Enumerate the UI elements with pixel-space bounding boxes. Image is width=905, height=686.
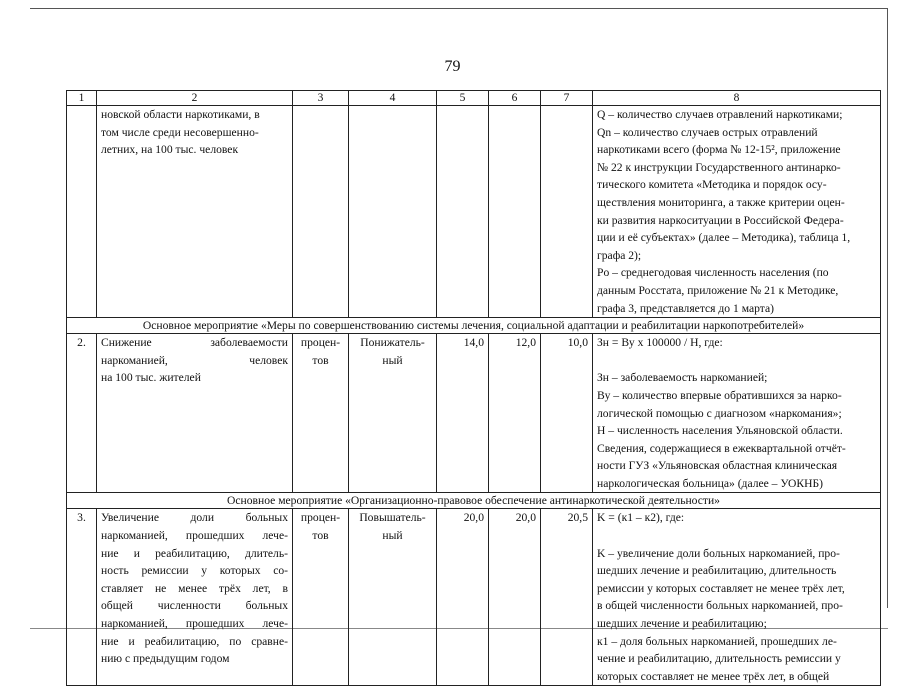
top-frame-line (30, 8, 888, 9)
row2-indicator-name: Снижение заболеваемости наркоманией, человек на 100 тыс. жителей (97, 334, 293, 493)
row3-unit: процен- тов (293, 509, 349, 686)
row1-methodology: Q – количество случаев отравлений наркотиками; Qn – количество случаев острых отравлений наркотиками всего (форма № 12-15², приложение № 22 к инструкции Государственного антинарко- тического комитета «Методика и порядок осу- ществления мониторинга, а также критерии оцен- ки развития наркоситуации в Российской Федера- ции и её субъектах» (далее – Методика), таблица 1, графа 2); Po – среднегодовая численность населения (по данным Росстата, приложение № 21 к Методике, графа 3, представляется до 1 марта) (593, 106, 881, 318)
row3-methodology: K = (к1 – к2), где: K – увеличение доли больных наркоманией, про- шедших лечение и реабилитацию, длительность ремиссии у которых составляет не менее трёх лет, в общей численности больных наркоманией, про- шедших лечение и реабилитацию; к1 – доля больных наркоманией, прошедших ле- чение и реабилитацию, длительность ремиссии у которых составляет не менее трёх лет, в общей (593, 509, 881, 686)
row3-num: 3. (67, 509, 97, 686)
header-col-7: 7 (541, 91, 593, 106)
header-col-8: 8 (593, 91, 881, 106)
table-header-row (67, 91, 881, 106)
row1-value-6 (489, 106, 541, 318)
header-col-2: 2 (97, 91, 293, 106)
section-row-legal (67, 493, 881, 509)
row2-unit: процен- тов (293, 334, 349, 493)
header-col-5: 5 (437, 91, 489, 106)
header-col-6: 6 (489, 91, 541, 106)
table-row-2 (67, 334, 881, 493)
header-col-3: 3 (293, 91, 349, 106)
row1-direction (349, 106, 437, 318)
header-col-1: 1 (67, 91, 97, 106)
row3-value-5: 20,0 (437, 509, 489, 686)
row2-value-5: 14,0 (437, 334, 489, 493)
row3-value-6: 20,0 (489, 509, 541, 686)
row2-num: 2. (67, 334, 97, 493)
row2-value-7: 10,0 (541, 334, 593, 493)
row2-methodology: Зн = Ву х 100000 / Н, где: Зн – заболеваемость наркоманией; Ву – количество впервые обратившихся за нарко- логической помощью с диагнозом «наркомания»; Н – численность населения Ульяновской области. Сведения, содержащиеся в ежеквартальной отчёт- ности ГУЗ «Ульяновская областная клиническая наркологическая больница» (далее – УОКНБ) (593, 334, 881, 493)
row1-value-5 (437, 106, 489, 318)
row1-indicator-name: новской области наркотиками, в том числе среди несовершенно- летних, на 100 тыс. человек (97, 106, 293, 318)
indicators-table (66, 90, 881, 686)
section-row-treatment (67, 318, 881, 334)
table-row-3 (67, 509, 881, 686)
section-title-legal: Основное мероприятие «Организационно-правовое обеспечение антинаркотической деятельности» (67, 493, 881, 509)
row2-direction: Понижатель- ный (349, 334, 437, 493)
row3-indicator-name: Увеличение доли больных наркоманией, прошедших лече- ние и реабилитацию, длитель- ность ремиссии у которых со- ставляет не менее трёх лет, в общей численности больных наркоманией, прошедших лече- ние и реабилитацию, по сравне- нию с предыдущим годом (97, 509, 293, 686)
row1-num (67, 106, 97, 318)
row1-unit (293, 106, 349, 318)
table-row-1-continued (67, 106, 881, 318)
right-frame-line (887, 8, 888, 608)
row2-value-6: 12,0 (489, 334, 541, 493)
section-title-treatment: Основное мероприятие «Меры по совершенствованию системы лечения, социальной адаптации и реабилитации наркопотребителей» (67, 318, 881, 334)
row3-value-7: 20,5 (541, 509, 593, 686)
header-col-4: 4 (349, 91, 437, 106)
row1-value-7 (541, 106, 593, 318)
page-number: 79 (444, 58, 461, 75)
row3-direction: Повышатель- ный (349, 509, 437, 686)
